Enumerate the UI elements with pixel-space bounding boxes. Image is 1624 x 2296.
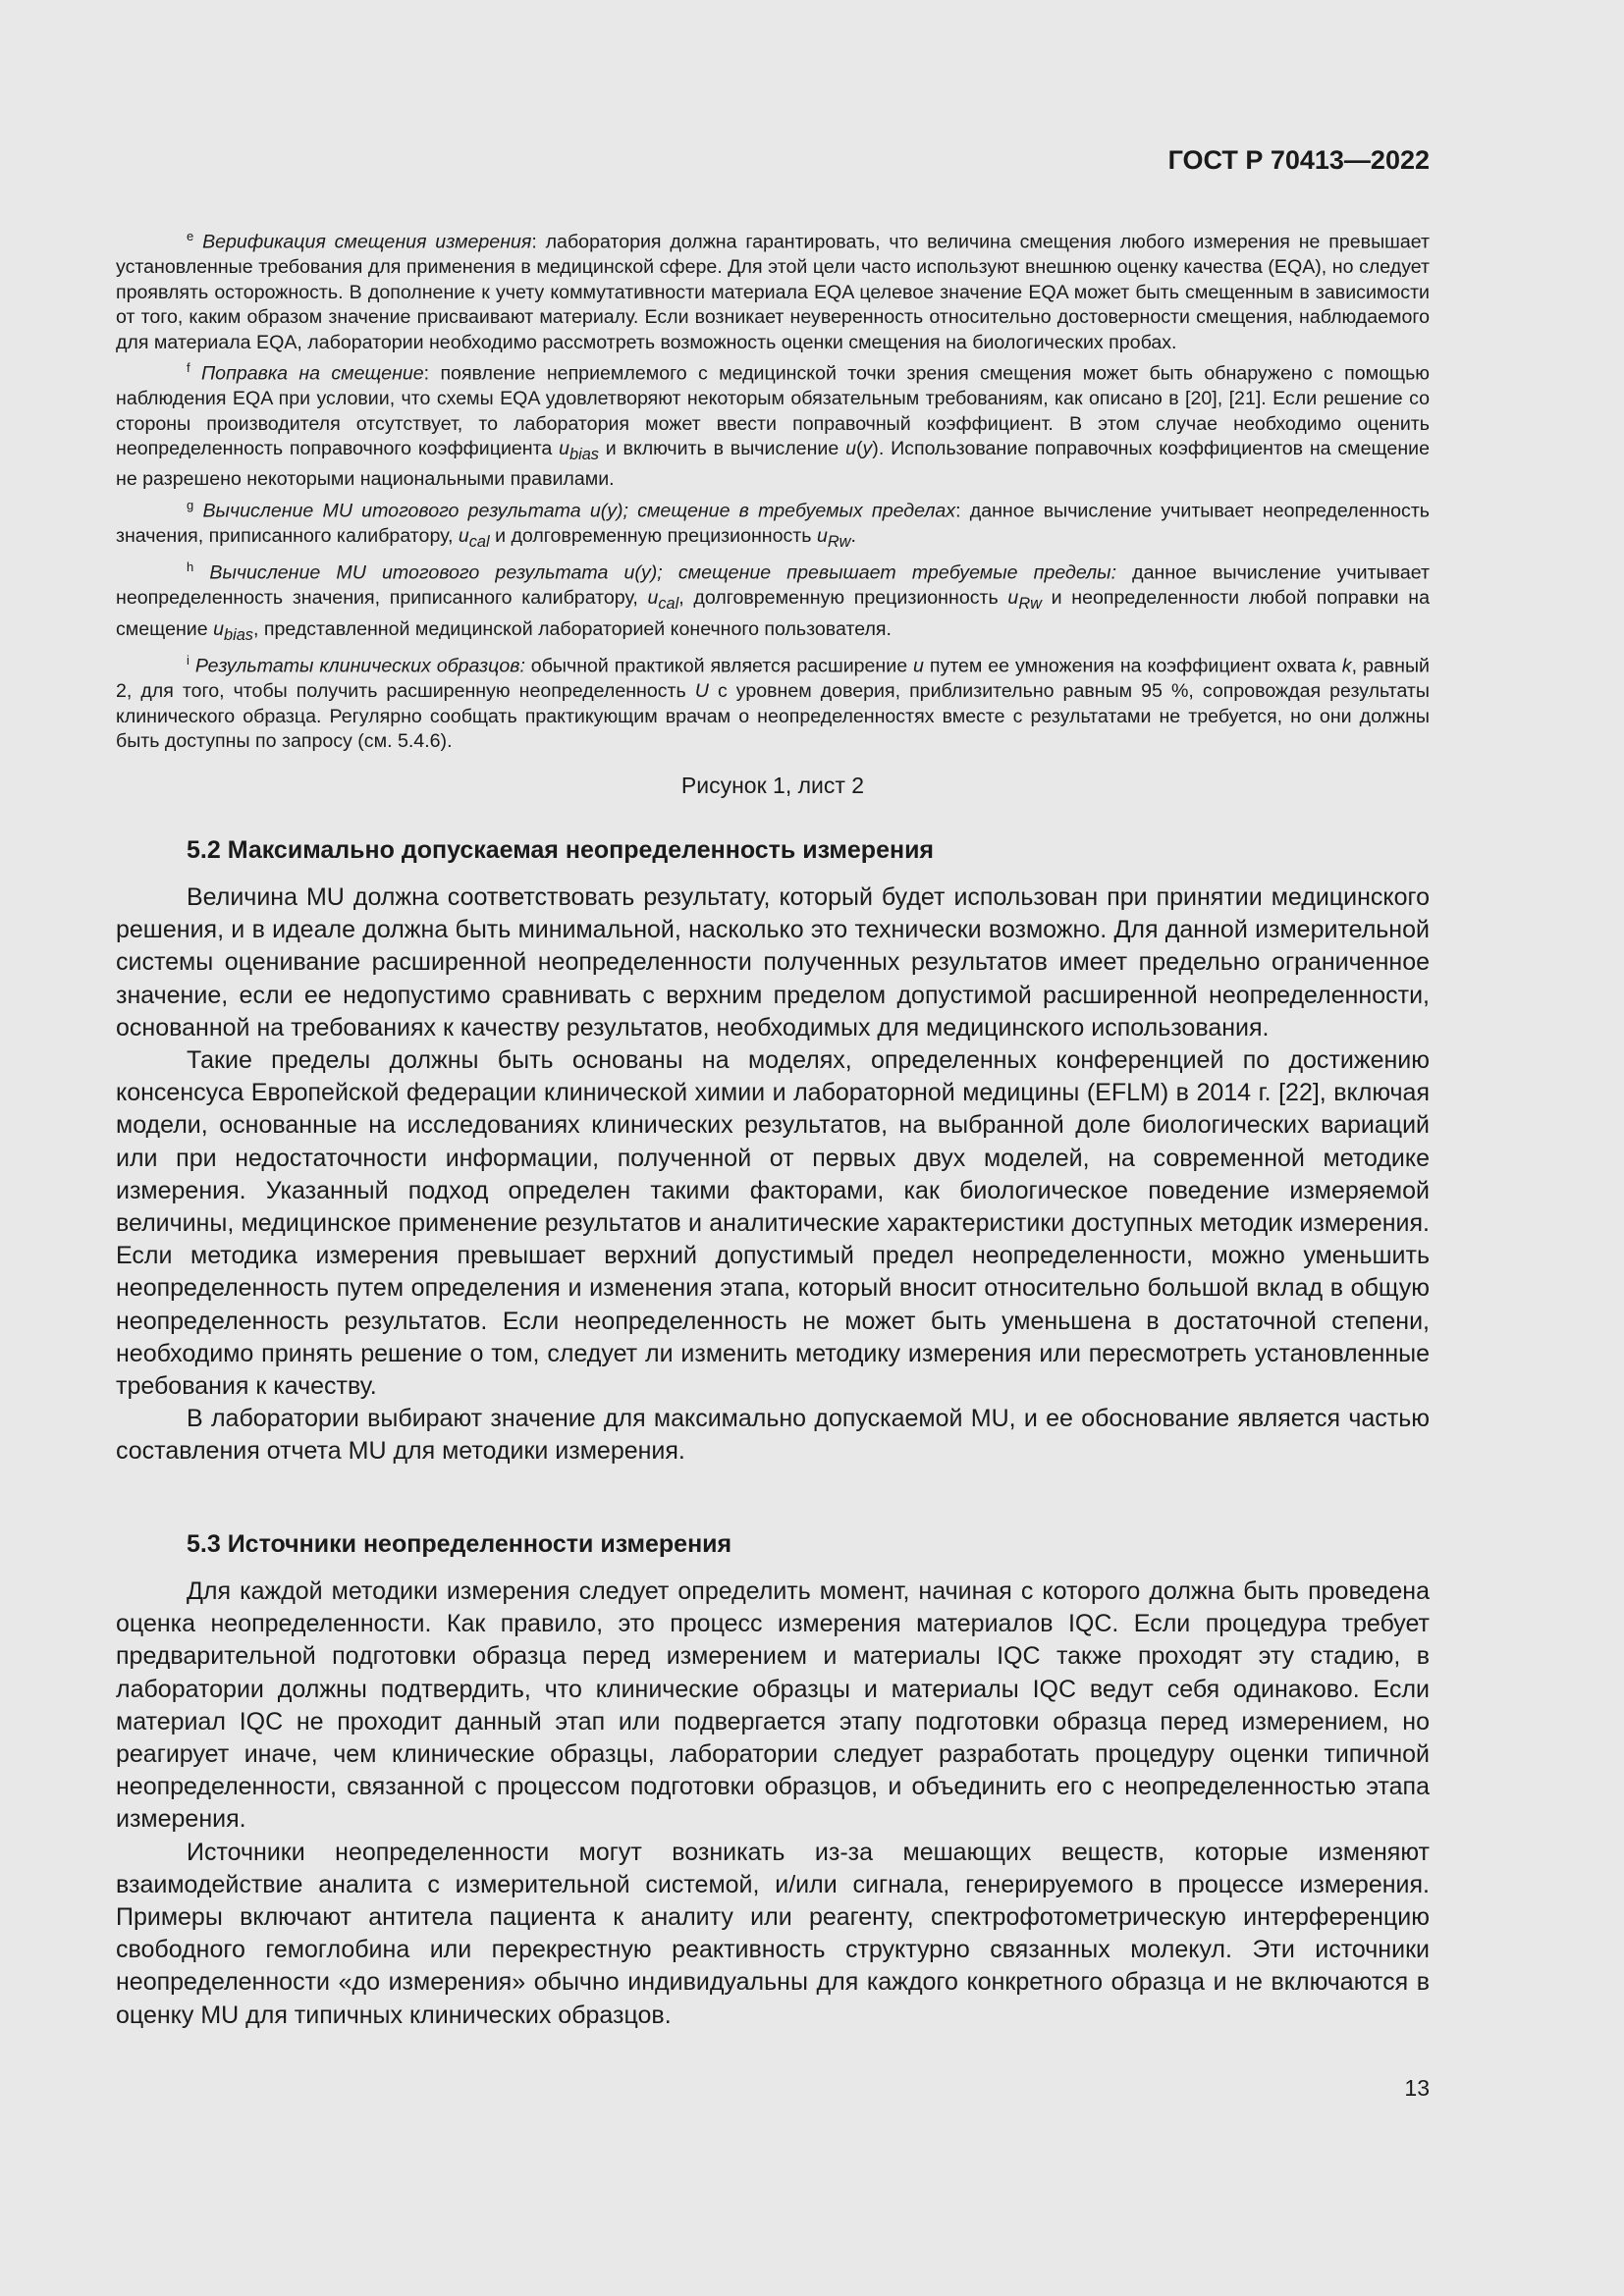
footnote-i bbox=[116, 648, 1430, 755]
footnote-text: . Использование поправочных коэффициентов на смещение не разрешено некоторыми национальными правилами. bbox=[116, 438, 1430, 491]
section-5-3-heading: 5.3 Источники неопределенности измерения bbox=[187, 1530, 732, 1558]
footnote-text: , представленной медицинской лабораторией конечного пользователя. bbox=[252, 617, 892, 640]
symbol-u: u bbox=[913, 655, 924, 677]
footnote-text: : данное вычисление учитывает неопределенность значения, приписанного калибратору, bbox=[116, 500, 1430, 547]
footnote-text: : лаборатория должна гарантировать, что величина смещения любого измерения не превышает установленные требования для применения в медицинской сфере. Для этой цели часто используют внешнюю оценку качества (EQA), но следует проявлять осторожность. В дополнение к учету коммутативности материала EQA целевое значение EQA может быть смещенным в зависимости от того, каким образом значение присваивают материалу. Если возникает неуверенность относительно достоверности смещения, наблюдаемого для материала EQA, лаборатории необходимо рассмотреть возможность оценки смещения на биологических пробах. bbox=[116, 231, 1430, 353]
footnote-g bbox=[116, 493, 1430, 555]
symbol-u: u bbox=[213, 617, 224, 640]
figure-caption: Рисунок 1, лист 2 bbox=[680, 773, 865, 798]
footnote-title: Верификация смещения измерения bbox=[202, 231, 532, 253]
section-5-2-heading: 5.2 Максимально допускаемая неопределенность измерения bbox=[187, 836, 935, 864]
footnote-marker: f bbox=[187, 360, 190, 376]
standard-code: ГОСТ Р 70413—2022 bbox=[1167, 145, 1430, 175]
symbol-u: u bbox=[1007, 587, 1019, 610]
footnote-text: с уровнем доверия, приблизительно равным 95 %, сопровождая результаты клинического образца. Регулярно сообщать практикующим врачам о неопределенностях вместе с результатами не требуется, но они должны быть доступны по запросу (см. 5.4.6). bbox=[116, 680, 1430, 753]
paragraph: Источники неопределенности могут возникать из-за мешающих веществ, которые изменяют взаимодействие аналита с измерительной системой, и/или сигнала, генерируемого в процессе измерения. Примеры включают антитела пациента к аналиту или реагенту, спектрофотометрическую интерференцию свободного гемоглобина или перекрестную реактивность структурно связанных молекул. Эти источники неопределенности «до измерения» обычно индивидуальны для каждого конкретного образца и не включаются в оценку MU для типичных клинических образцов. bbox=[116, 1838, 1430, 2029]
subscript-bias: bias bbox=[223, 625, 253, 644]
symbol-u: u bbox=[458, 525, 469, 547]
footnote-text: , равный 2, для того, чтобы получить расширенную неопределенность bbox=[116, 655, 1431, 703]
footnote-h bbox=[116, 555, 1430, 648]
symbol-k: k bbox=[1341, 655, 1352, 677]
paragraph: Такие пределы должны быть основаны на моделях, определенных конференцией по достижению консенсуса Европейской федерации клинической химии и лабораторной медицины (EFLM) в 2014 г. [22], включая модели, основанные на исследованиях клинических результатов, на выбранной доле биологических вариаций или при недостаточности информации, полученной от первых двух моделей, на современной методике измерения. Указанный подход определен такими факторами, как биологическое поведение измеряемой величины, медицинское применение результатов и аналитические характеристики доступных методик измерения. Если методика измерения превышает верхний допустимый предел неопределенности, можно уменьшить неопределенность путем определения и изменения этапа, который вносит относительно большой вклад в общую неопределенность результатов. Если неопределенность не может быть уменьшена в достаточной степени, необходимо принять решение о том, следует ли изменить методику измерения или пересмотреть установленные требования к качеству. bbox=[116, 1046, 1430, 1401]
footnote-title: Вычисление MU итогового результата u(y); смещение превышает требуемые пределы: bbox=[209, 561, 1117, 584]
footnote-text: и долговременную прецизионность bbox=[489, 525, 817, 547]
subscript-bias: bias bbox=[568, 445, 599, 463]
footnote-title: Вычисление MU итогового результата u(y); смещение в требуемых пределах bbox=[202, 500, 956, 522]
subscript-cal: cal bbox=[468, 532, 490, 551]
footnote-marker: g bbox=[187, 497, 194, 512]
symbol-capital-u: U bbox=[694, 680, 709, 703]
symbol-u: u bbox=[816, 525, 828, 547]
symbol-u: u bbox=[647, 587, 659, 610]
symbol-u: u bbox=[559, 438, 569, 460]
subscript-rw: Rw bbox=[1018, 595, 1042, 614]
paragraph: Для каждой методики измерения следует определить момент, начиная с которого должна быть проведена оценка неопределенности. Как правило, это процесс измерения материалов IQC. Если процедура требует предварительной подготовки образца перед измерением и материалы IQC также проходят эту стадию, в лаборатории должны подтвердить, что клинические образцы и материалы IQC ведут себя одинаково. Если материал IQC не проходит данный этап или подвергается этапу подготовки образца перед измерением, но реагирует иначе, чем клинические образцы, лаборатории следует разработать процедуру оценки типичной неопределенности, связанной с процессом подготовки образцов, и объединить его с неопределенностью этапа измерения. bbox=[116, 1577, 1430, 1834]
footnote-marker: i bbox=[187, 653, 189, 668]
page-number: 13 bbox=[1404, 2075, 1430, 2101]
footnote-marker: e bbox=[187, 229, 194, 243]
footnote-title: Результаты клинических образцов: bbox=[194, 655, 525, 677]
paragraph: В лаборатории выбирают значение для максимально допускаемой MU, и ее обоснование является частью составления отчета MU для методики измерения. bbox=[116, 1405, 1430, 1466]
footnote-e bbox=[116, 224, 1430, 355]
footnote-text: : появление неприемлемого с медицинской точки зрения смещения может быть обнаружено с помощью наблюдения EQA при условии, что схемы EQA удовлетворяют некоторым обязательным требованиям, как описано в [20], [21]. Если решение со стороны производителя отсутствует, то лаборатория может ввести поправочный коэффициент. В этом случае необходимо оценить неопределенность поправочного коэффициента bbox=[116, 362, 1430, 460]
footnote-marker: h bbox=[187, 560, 194, 575]
section-5-3-body bbox=[116, 1575, 1430, 2032]
paragraph: Величина MU должна соответствовать результату, который будет использован при принятии медицинского решения, и в идеале должна быть минимальной, насколько это технически возможно. Для данной измерительной системы оценивание расширенной неопределенности полученных результатов имеет предельно ограниченное значение, если ее недопустимо сравнивать с верхним пределом допустимой расширенной неопределенности, основанной на требованиях к качеству результатов, необходимых для медицинского использования. bbox=[116, 883, 1430, 1041]
footnote-text: данное вычисление учитывает неопределенность значения, приписанного калибратору, bbox=[116, 561, 1430, 610]
footnote-f: $^f$ Поправка на смещение: появление неприемлемого с медицинской точки зрения смещения может быть обнаружено с помощью наблюдения EQA при условии, что схемы EQA удовлетворяют некоторым обязательным требованиям, как описано в [20], [21]. Если решение со стороны производителя отсутствует, то лаборатория может ввести поправочный коэффициент. В этом случае необходимо оценить неопределенность поправочного коэффициента $u_{bias}$ и включить в вычисление u(y). Использование поправочных коэффициентов на смещение не разрешено некоторыми национальными правилами. bbox=[116, 360, 1430, 491]
footnote-text: обычной практикой является расширение bbox=[524, 655, 914, 677]
footnote-text: и включить в вычисление bbox=[598, 438, 846, 460]
footnote-text: и неопределенности любой поправки на смещение bbox=[116, 587, 1430, 640]
figure-footnotes bbox=[116, 224, 1430, 755]
subscript-cal: cal bbox=[658, 595, 679, 614]
footnote-text: , долговременную прецизионность bbox=[678, 587, 1008, 610]
symbol-u: u bbox=[845, 438, 856, 460]
footnote-text: путем ее умножения на коэффициент охвата bbox=[923, 655, 1342, 677]
section-5-2-body bbox=[116, 881, 1430, 1468]
subscript-rw: Rw bbox=[827, 532, 851, 551]
footnote-text: . bbox=[850, 525, 856, 547]
footnote-title: Поправка на смещение bbox=[200, 362, 424, 385]
symbol-y: y bbox=[862, 438, 873, 460]
